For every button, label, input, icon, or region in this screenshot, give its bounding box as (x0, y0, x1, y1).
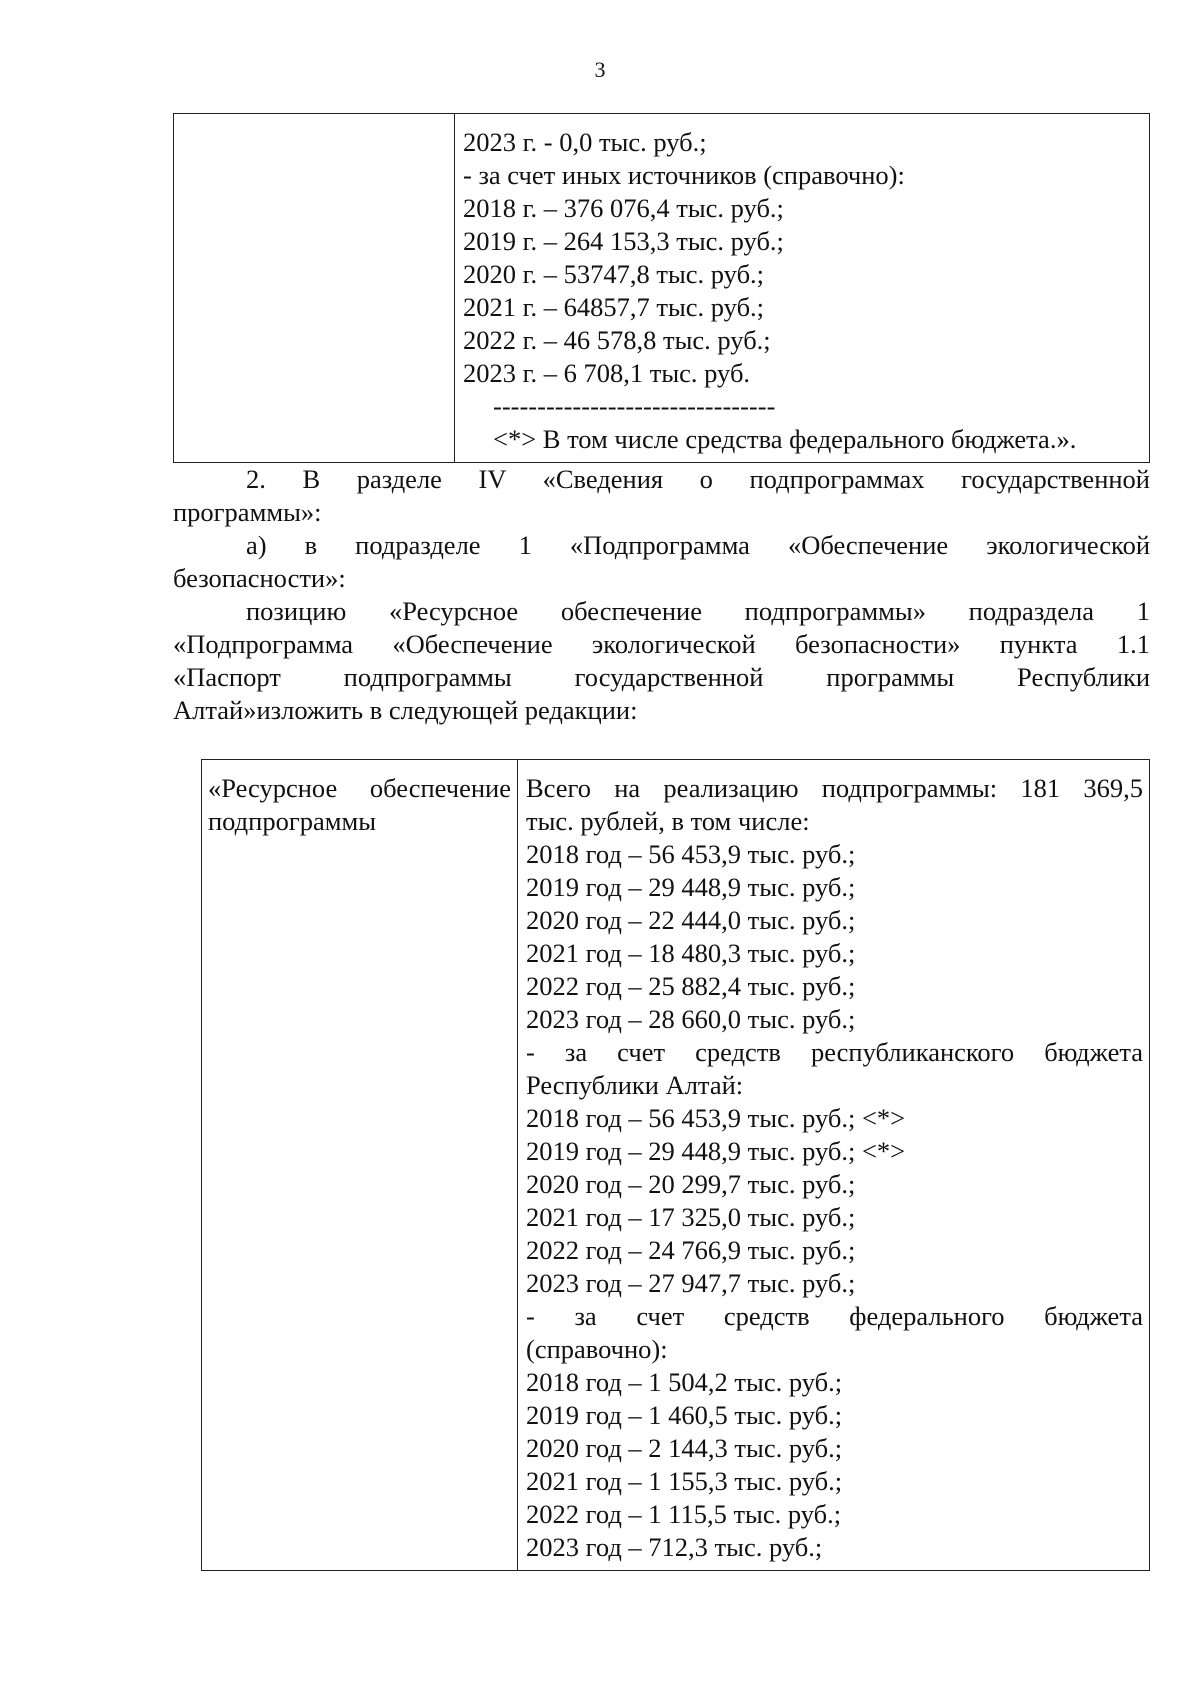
funding-line: 2019 г. – 264 153,3 тыс. руб.; (463, 226, 784, 256)
total-year-line: 2020 год – 22 444,0 тыс. руб.; (526, 905, 856, 935)
regional-year-line: 2022 год – 24 766,9 тыс. руб.; (526, 1235, 856, 1265)
paragraph-2-line: 2. В разделе IV «Сведения о подпрограммах государственной (246, 464, 1150, 494)
resource-provision-table (201, 759, 1150, 1571)
funding-line: - за счет иных источников (справочно): (463, 160, 905, 190)
footnote: <*> В том числе средства федерального бюджета.». (493, 424, 1077, 454)
total-year-line: 2021 год – 18 480,3 тыс. руб.; (526, 938, 856, 968)
federal-year-line: 2018 год – 1 504,2 тыс. руб.; (526, 1367, 843, 1397)
heading-line: «Ресурсное обеспечение (208, 773, 511, 803)
funding-line: 2020 г. – 53747,8 тыс. руб.; (463, 259, 765, 289)
funding-line: 2018 г. – 376 076,4 тыс. руб.; (463, 193, 784, 223)
paragraph-position-line: Алтай»изложить в следующей редакции: (173, 695, 638, 725)
regional-heading-line: - за счет средств республиканского бюджета (526, 1037, 1143, 1067)
table-row (174, 114, 1150, 463)
total-year-line: 2018 год – 56 453,9 тыс. руб.; (526, 839, 856, 869)
regional-year-line: 2023 год – 27 947,7 тыс. руб.; (526, 1268, 856, 1298)
table-cell-empty (174, 114, 455, 463)
federal-year-line: 2019 год – 1 460,5 тыс. руб.; (526, 1400, 843, 1430)
regional-heading-line: Республики Алтай: (526, 1070, 744, 1100)
total-year-line: 2023 год – 28 660,0 тыс. руб.; (526, 1004, 856, 1034)
paragraph-a-line: а) в подразделе 1 «Подпрограмма «Обеспечение экологической (246, 530, 1150, 560)
total-year-line: 2019 год – 29 448,9 тыс. руб.; (526, 872, 856, 902)
paragraph-2-line: программы»: (173, 497, 322, 527)
paragraph-position-line: «Подпрограмма «Обеспечение экологической безопасности» пункта 1.1 (173, 629, 1150, 659)
body-text (173, 463, 1150, 727)
federal-year-line: 2022 год – 1 115,5 тыс. руб.; (526, 1499, 842, 1529)
table-row (202, 760, 1150, 1571)
federal-heading-line: - за счет средств федерального бюджета (526, 1301, 1143, 1331)
table-cell-amounts (518, 760, 1150, 1571)
page-number: 3 (594, 57, 606, 82)
funding-line: 2023 г. - 0,0 тыс. руб.; (463, 127, 707, 157)
federal-year-line: 2020 год – 2 144,3 тыс. руб.; (526, 1433, 843, 1463)
paragraph-a-line: безопасности»: (173, 563, 346, 593)
regional-year-line: 2018 год – 56 453,9 тыс. руб.; <*> (526, 1103, 906, 1133)
continued-resource-table (173, 113, 1150, 463)
heading-line: подпрограммы (208, 806, 377, 836)
total-line: Всего на реализацию подпрограммы: 181 369,5 (526, 773, 1143, 803)
funding-line: 2022 г. – 46 578,8 тыс. руб.; (463, 325, 771, 355)
funding-line: 2023 г. – 6 708,1 тыс. руб. (463, 358, 751, 388)
table-cell-heading (202, 760, 518, 1571)
paragraph-position-line: «Паспорт подпрограммы государственной программы Республики (173, 662, 1150, 692)
regional-year-line: 2021 год – 17 325,0 тыс. руб.; (526, 1202, 856, 1232)
footnote-separator: -------------------------------- (493, 391, 776, 421)
federal-year-line: 2021 год – 1 155,3 тыс. руб.; (526, 1466, 843, 1496)
paragraph-position-line: позицию «Ресурсное обеспечение подпрограммы» подраздела 1 (246, 596, 1150, 626)
funding-line: 2021 г. – 64857,7 тыс. руб.; (463, 292, 765, 322)
total-line: тыс. рублей, в том числе: (526, 806, 810, 836)
total-year-line: 2022 год – 25 882,4 тыс. руб.; (526, 971, 856, 1001)
federal-heading-line: (справочно): (526, 1334, 668, 1364)
regional-year-line: 2019 год – 29 448,9 тыс. руб.; <*> (526, 1136, 906, 1166)
regional-year-line: 2020 год – 20 299,7 тыс. руб.; (526, 1169, 856, 1199)
federal-year-line: 2023 год – 712,3 тыс. руб.; (526, 1532, 823, 1562)
table-cell-funding (455, 114, 1150, 463)
